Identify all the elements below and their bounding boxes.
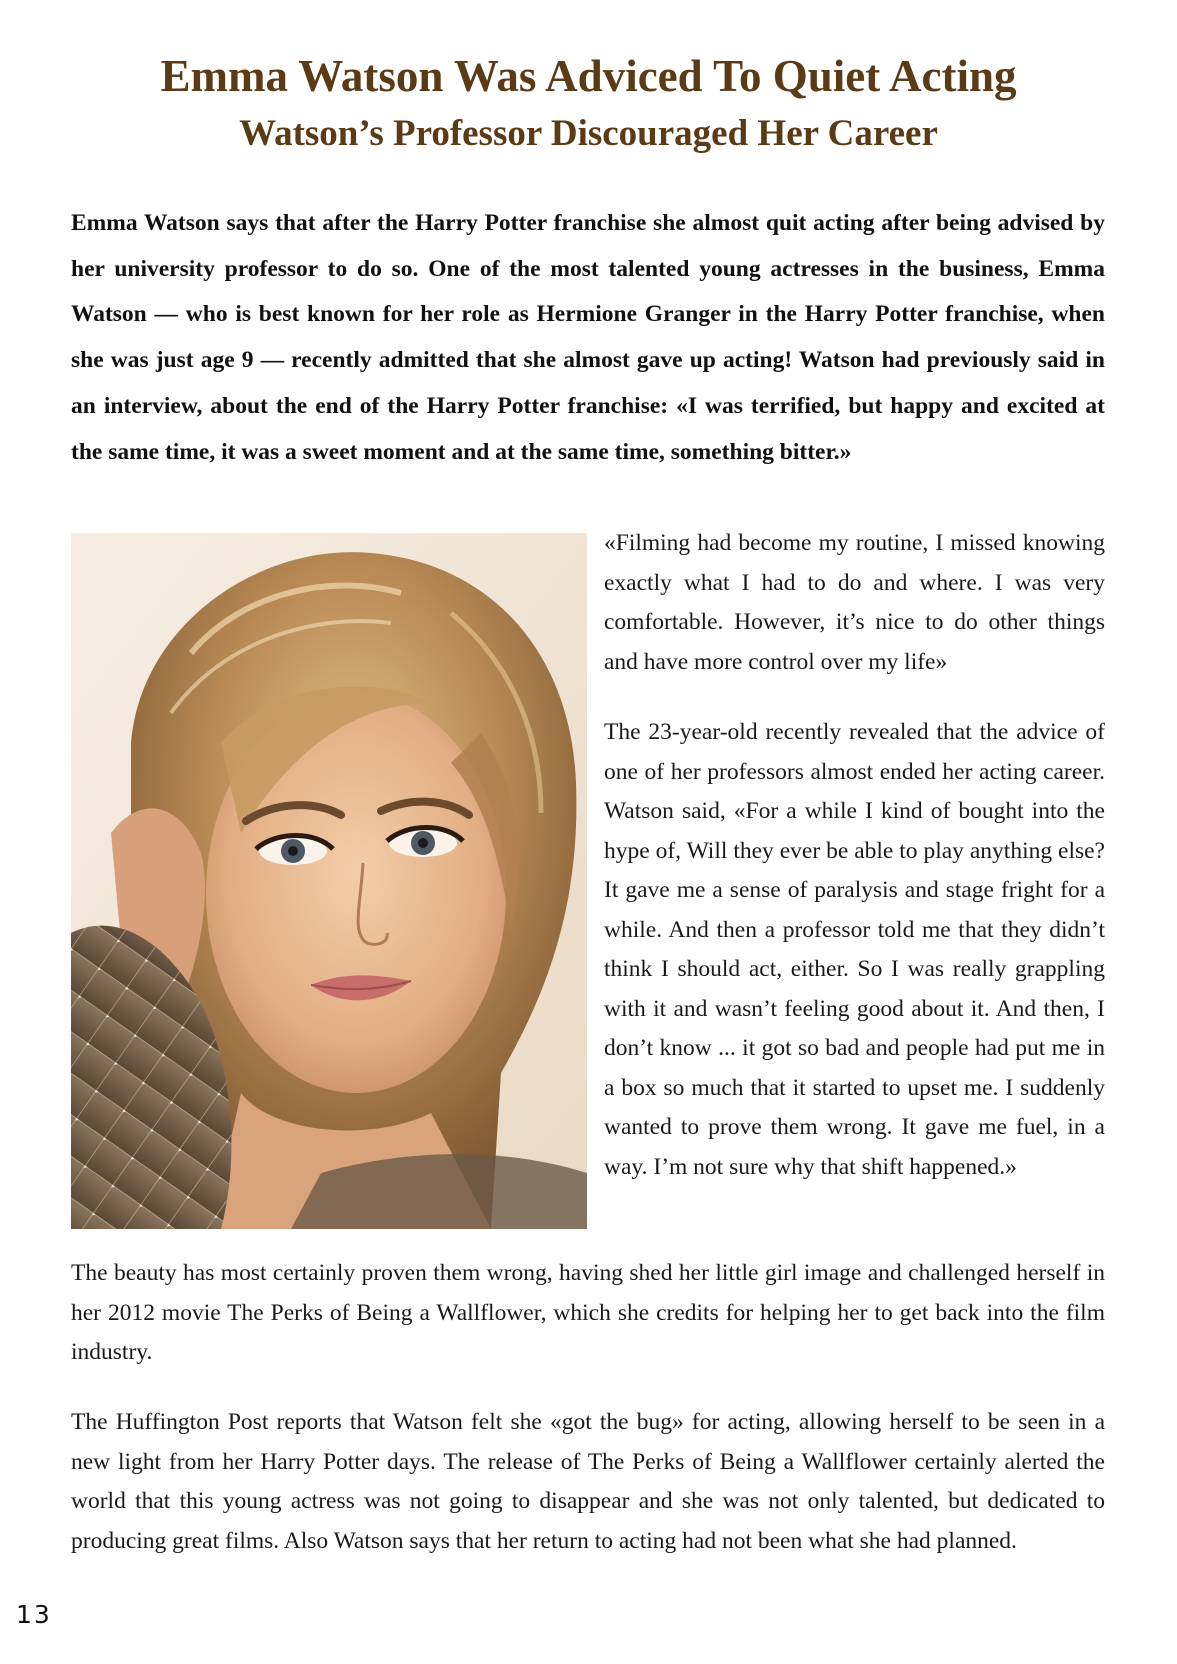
intro-paragraph: Emma Watson says that after the Harry Potter franchise she almost quit acting after being advised by her university professor to do so. One of the most talented young actresses in the business, Emma Watson — who is best known for her role as Hermione Granger in the Harry Potter franchise, when she was just age 9 — recently admitted that she almost gave up acting! Watson had previously said in an interview, about the end of the Harry Potter franchise: «I was terrified, but happy and excited at the same time, it was a sweet moment and at the same time, something bitter.» [71,210,1105,465]
page-number: 13 [16,1600,52,1629]
portrait-illustration [71,533,587,1229]
side-quote: «Filming had become my routine, I missed knowing exactly what I had to do and where. I was very comfortable. However, it’s nice to do other things and have more control over my life» [604,530,1105,675]
body-paragraph-3: The Huffington Post reports that Watson felt she «got the bug» for acting, allowing herself to be seen in a new light from her Harry Potter days. The release of The Perks of Being a Wallflower certainly alerted the world that this young actress was not going to disappear and she was not only talented, but dedicated to producing great films. Also Watson says that her return to acting had not been what she had planned. [71,1409,1105,1554]
portrait-photo [71,533,587,1229]
body-paragraph-2: The beauty has most certainly proven them wrong, having shed her little girl image and challenged herself in her 2012 movie The Perks of Being a Wallflower, which she credits for helping her to get back into the film industry. [71,1260,1105,1365]
article-title: Emma Watson Was Adviced To Quiet Acting [160,51,1017,101]
article-subtitle: Watson’s Professor Discouraged Her Career [239,113,938,154]
side-paragraph: The 23-year-old recently revealed that the advice of one of her professors almost ended her acting career. Watson said, «For a while I kind of bought into the hype of, Will they ever be able to play anything else? It gave me a sense of paralysis and stage fright for a while. And then a professor told me that they didn’t think I should act, either. So I was really grappling with it and wasn’t feeling good about it. And then, I don’t know ... it got so bad and people had put me in a box so much that it started to upset me. I suddenly wanted to prove them wrong. It gave me fuel, in a way. I’m not sure why that shift happened.» [604,719,1105,1180]
